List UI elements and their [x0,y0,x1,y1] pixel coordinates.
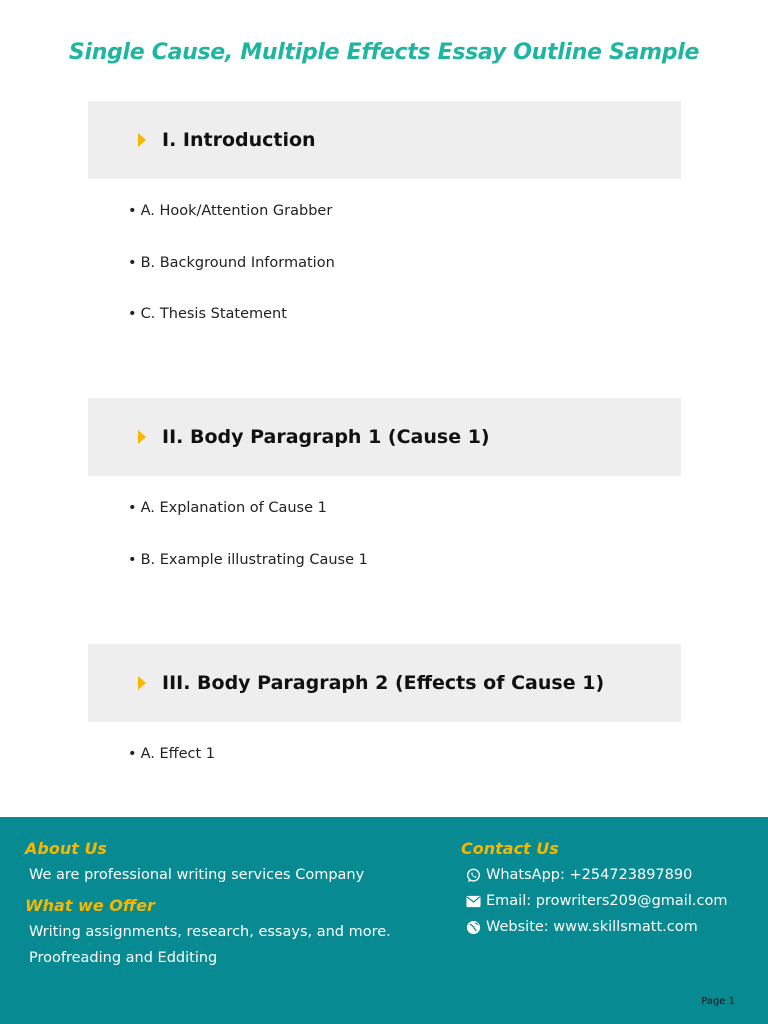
offer-text-1: Writing assignments, research, essays, and more. [29,924,391,940]
document-title: Single Cause, Multiple Effects Essay Outline Sample [68,40,700,65]
whatsapp-text: WhatsApp: +254723897890 [486,867,693,883]
offer-text-2: Proofreading and Edditing [29,950,218,966]
list-item: • A. Explanation of Cause 1 [128,500,327,516]
section-header-body-2 [88,644,681,722]
contact-email[interactable] [466,893,727,909]
whatsapp-icon [466,868,481,883]
list-item: • A. Hook/Attention Grabber [128,203,333,219]
website-text: Website: www.skillsmatt.com [486,919,698,935]
section-header-introduction [88,101,681,179]
contact-website[interactable] [466,919,698,935]
section-header-body-1 [88,398,681,476]
section-heading: I. Introduction [162,129,316,151]
triangle-right-icon [138,676,146,690]
globe-icon [466,920,481,935]
about-text: We are professional writing services Company [29,867,365,883]
section-heading: II. Body Paragraph 1 (Cause 1) [162,426,490,448]
footer [0,817,768,1024]
envelope-icon [466,895,481,908]
triangle-right-icon [138,133,146,147]
email-text: Email: prowriters209@gmail.com [486,893,728,909]
about-heading: About Us [25,839,107,858]
list-item: • C. Thesis Statement [128,306,287,322]
section-heading: III. Body Paragraph 2 (Effects of Cause 1) [162,672,605,694]
contact-heading: Contact Us [461,839,559,858]
offer-heading: What we Offer [25,896,155,915]
list-item: • B. Background Information [128,255,335,271]
contact-whatsapp[interactable] [466,867,692,883]
page-number: Page 1 [701,996,735,1007]
triangle-right-icon [138,430,146,444]
list-item: • B. Example illustrating Cause 1 [128,552,368,568]
list-item: • A. Effect 1 [128,746,216,762]
